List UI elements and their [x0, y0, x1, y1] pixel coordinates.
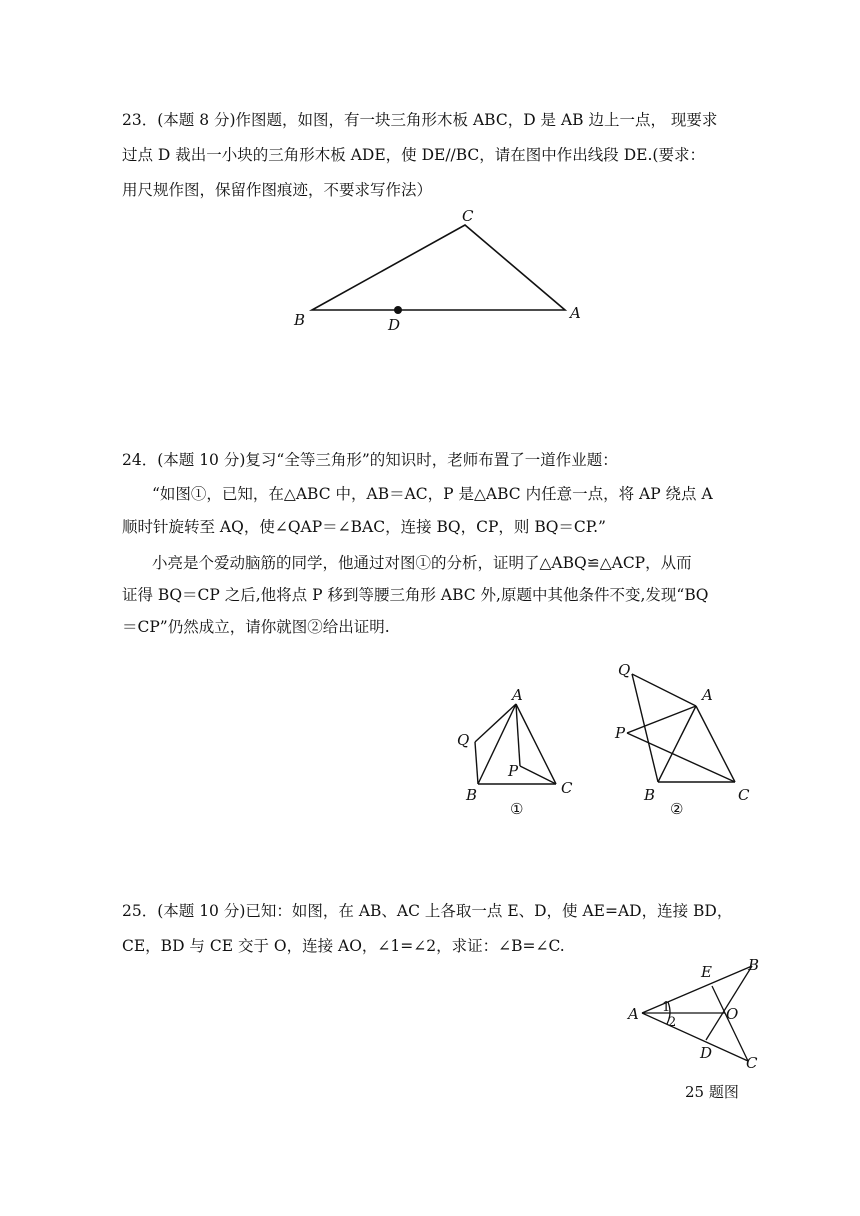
segment-pc [520, 766, 556, 784]
fig2-label-p: P [615, 724, 626, 742]
segment-ap [627, 706, 696, 733]
segment-ac [696, 706, 735, 782]
angle-2-label: 2 [668, 1015, 677, 1030]
label-e: E [701, 963, 712, 981]
segment-pc [627, 733, 735, 782]
fig1-label-a: A [512, 686, 523, 704]
fig2-label-a: A [702, 686, 713, 704]
segment-qa [632, 674, 696, 706]
fig2-label-b: B [644, 786, 656, 804]
segment-ac [516, 704, 556, 784]
label-b: B [748, 956, 760, 974]
segment-aq [475, 704, 516, 742]
triangle-abc-outline [312, 225, 565, 310]
q24-line-1: 24．(本题 10 分)复习“全等三角形”的知识时，老师布置了一道作业题： [122, 451, 618, 469]
fig1-number: ① [510, 800, 524, 818]
label-d: D [388, 316, 401, 334]
angle-1-arc [668, 1002, 670, 1013]
segment-qb [475, 742, 478, 784]
label-a: A [628, 1005, 639, 1023]
q24-line-4: 小亮是个爱动脑筋的同学，他通过对图①的分析，证明了△ABQ≌△ACP，从而 [152, 554, 692, 572]
q24-line-6: ＝CP”仍然成立，请你就图②给出证明. [122, 618, 390, 636]
label-o: O [726, 1005, 739, 1023]
fig2-label-q: Q [618, 661, 631, 679]
angle-2-arc [667, 1013, 670, 1024]
fig2-label-c: C [738, 786, 750, 804]
segment-qb [632, 674, 658, 782]
q25-line-2: CE，BD 与 CE 交于 O，连接 AO，∠1=∠2，求证：∠B=∠C. [122, 937, 565, 955]
fig1-label-p: P [508, 762, 519, 780]
q23-line-2: 过点 D 裁出一小块的三角形木板 ADE，使 DE//BC，请在图中作出线段 DE.(要求： [122, 146, 705, 164]
label-c: C [462, 207, 474, 225]
point-d [394, 306, 402, 314]
fig1-label-q: Q [457, 731, 470, 749]
segment-ac [642, 1013, 748, 1061]
segment-ap [516, 704, 520, 766]
fig1-label-c: C [561, 779, 573, 797]
label-b: B [294, 311, 306, 329]
segment-ab [642, 966, 752, 1013]
fig2-number: ② [670, 800, 684, 818]
q24-line-5: 证得 BQ＝CP 之后,他将点 P 移到等腰三角形 ABC 外,原题中其他条件不变,发现“BQ [122, 586, 709, 604]
segment-ab [478, 704, 516, 784]
q24-line-2: “如图①，已知，在△ABC 中，AB＝AC，P 是△ABC 内任意一点，将 AP 绕点 A [152, 485, 713, 503]
label-a: A [570, 304, 581, 322]
q25-figure-caption: 25 题图 [685, 1083, 739, 1101]
triangle-abc [312, 225, 565, 310]
q23-line-1: 23．(本题 8 分)作图题，如图，有一块三角形木板 ABC，D 是 AB 边上一点， 现要求 [122, 111, 718, 129]
q25-line-1: 25．(本题 10 分)已知：如图，在 AB、AC 上各取一点 E、D，使 AE=AD，连接 BD， [122, 902, 733, 920]
angle-1-label: 1 [662, 1000, 671, 1015]
label-c: C [746, 1054, 758, 1072]
label-d: D [700, 1044, 713, 1062]
q23-line-3: 用尺规作图，保留作图痕迹，不要求写作法） [122, 181, 433, 199]
segment-ce [712, 986, 748, 1061]
fig1-label-b: B [466, 786, 478, 804]
q24-line-3: 顺时针旋转至 AQ，使∠QAP＝∠BAC，连接 BQ，CP，则 BQ＝CP.” [122, 518, 606, 536]
segment-bd [706, 966, 752, 1040]
segment-ab [658, 706, 696, 782]
